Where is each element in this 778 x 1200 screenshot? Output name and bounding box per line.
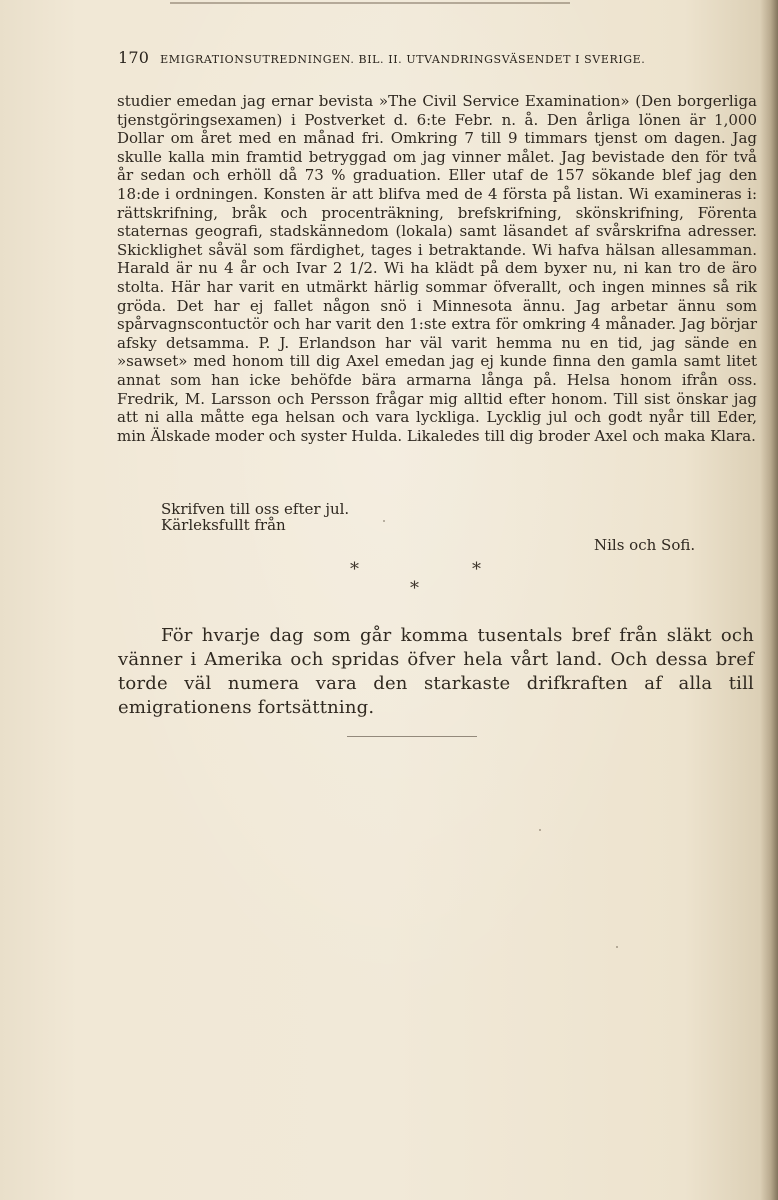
closing-line-2: Kärleksfullt från	[161, 516, 286, 534]
top-rule	[170, 2, 570, 4]
page-speck	[616, 946, 618, 948]
closing-line-1: Skrifven till oss efter jul.	[161, 500, 350, 518]
letter-body	[117, 92, 757, 445]
letter-paragraph: studier emedan jag ernar bevista »The Civil Service Examination» (Den borgerliga tjenstgöringsexamen) i Postverket d. 6:te Febr. n. å. Den årliga lönen är 1,000 Dollar om året med en månad fri. Omkring 7 till 9 timmars tjenst om dagen. Jag skulle kalla min framtid betryggad om jag vinner målet. Jag bevistade den för två år sedan och erhöll då 73 % graduation. Eller utaf de 157 sökande blef jag den 18:de i ordningen. Konsten är att blifva med de 4 första på listan. Wi examineras i: rättskrifning, bråk och procenträkning, brefskrifning, skönskrifning, Förenta staternas geografi, stadskännedom (lokala) samt läsandet af svårskrifna adresser. Skicklighet såväl som färdighet, tages i betraktande. Wi hafva hälsan allesamman. Harald är nu 4 år och Ivar 2 1/2. Wi ha klädt på dem byxer nu, ni kan tro de äro stolta. Här har varit en utmärkt härlig sommar öfverallt, och ingen minnes så rik gröda. Det har ej fallet någon snö i Minnesota ännu. Jag arbetar ännu som spårvagnscontuctör och har varit den 1:ste extra för omkring 4 månader. Jag börjar afsky detsamma. P. J. Erlandson har väl varit hemma nu en tid, jag sände en »sawset» med honom till dig Axel emedan jag ej kunde finna den gamla samt litet annat som han icke behöfde bära armarna långa på. Helsa honom ifrån oss. Fredrik, M. Larsson och Persson frågar mig alltid efter honom. Till sist önskar jag att ni alla måtte ega helsan och vara lyckliga. Lycklig jul och godt nyår till Eder, min Älskade moder och syster Hulda. Likaledes till dig broder Axel och maka Klara.	[117, 92, 757, 445]
divider-star-left: *	[350, 559, 359, 580]
page-speck	[383, 520, 385, 522]
running-head: EMIGRATIONSUTREDNINGEN. BIL. II. UTVANDRINGSVÄSENDET I SVERIGE.	[160, 53, 646, 66]
signature: Nils och Sofi.	[594, 536, 696, 554]
section-divider	[0, 557, 778, 597]
divider-star-right: *	[472, 559, 481, 580]
bottom-rule	[347, 736, 477, 737]
closing-commentary	[118, 624, 754, 720]
commentary-paragraph: För hvarje dag som går komma tusentals bref från släkt och vänner i Amerika och spridas öfver hela vårt land. Och dessa bref torde väl numera vara den starkaste drifkraften af alla till emigrationens fortsättning.	[118, 625, 754, 718]
page-speck	[539, 829, 541, 831]
divider-star-center: *	[410, 578, 419, 599]
page-number: 170	[118, 48, 150, 67]
page-header	[118, 48, 758, 72]
binding-shadow	[760, 0, 778, 1200]
